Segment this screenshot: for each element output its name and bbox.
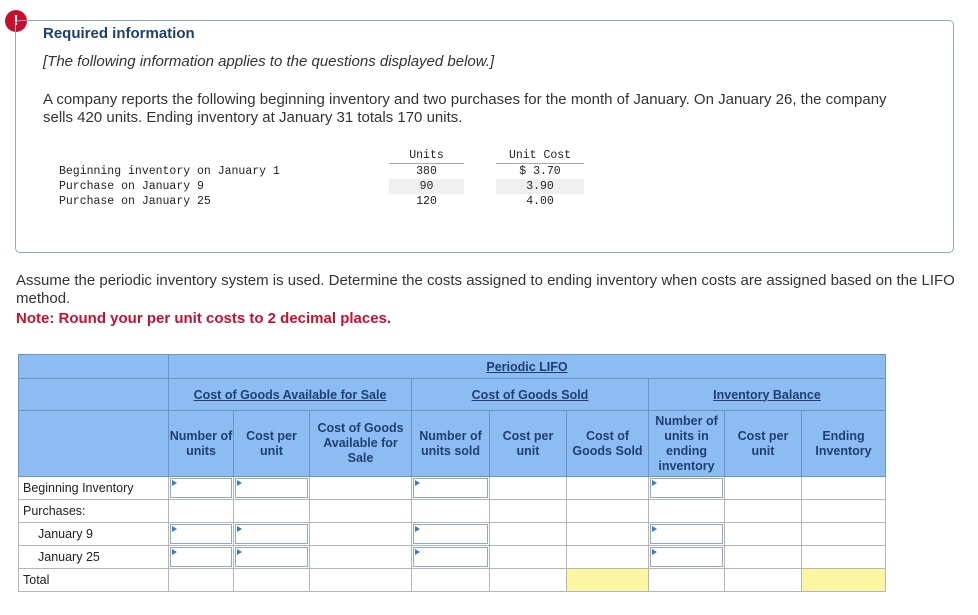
applies-note: [The following information applies to the questions displayed below.] [43, 53, 495, 70]
table-row [19, 569, 886, 592]
beginning-cogs-cell [567, 477, 649, 500]
col-cogs: Cost of Goods Sold [567, 411, 649, 477]
jan25-cogs-cell [567, 546, 649, 569]
beginning-cogs-cost-cell [490, 477, 567, 500]
cogs-group-header: Cost of Goods Sold [412, 379, 649, 411]
inventory-data-table [57, 148, 584, 209]
jan9-cogas-cell [310, 523, 412, 546]
col-cogas: Cost of Goods Available for Sale [310, 411, 412, 477]
col-cogs-cost-per-unit: Cost per unit [490, 411, 567, 477]
total-units-cell [169, 569, 234, 592]
question-text: Assume the periodic inventory system is used. Determine the costs assigned to ending inventory when costs are assigned based on the LIFO method. [16, 272, 955, 307]
jan25-units-input[interactable] [170, 547, 232, 567]
table-row: Beginning inventory on January 1 380 $ 3.70 [59, 164, 561, 178]
worksheet-title: Periodic LIFO [169, 355, 886, 379]
row-label-purchases: Purchases: [19, 500, 169, 523]
col-inv-cost-per-unit: Cost per unit [725, 411, 802, 477]
alert-icon: ! [5, 10, 27, 32]
table-row [19, 523, 886, 546]
table-row [19, 500, 886, 523]
col-cost-per-unit: Cost per unit [234, 411, 310, 477]
problem-description: A company reports the following beginning inventory and two purchases for the month of January. On January 26, the company sells 420 units. Ending inventory at January 31 totals 170 units. [43, 91, 887, 126]
total-units-ending-cell [649, 569, 725, 592]
row-label-beginning: Beginning Inventory [19, 477, 169, 500]
jan25-cogs-cost-cell [490, 546, 567, 569]
required-info-title: Required information [43, 25, 195, 42]
beginning-ending-inv-cell [802, 477, 886, 500]
beginning-inv-cost-cell [725, 477, 802, 500]
beginning-cost-input[interactable] [235, 478, 308, 498]
col-ending-inventory: Ending Inventory [802, 411, 886, 477]
jan9-units-ending-input[interactable] [650, 524, 723, 544]
unit-cost-header: Unit Cost [496, 148, 584, 164]
beginning-units-ending-input[interactable] [650, 478, 723, 498]
jan9-cogs-cost-cell [490, 523, 567, 546]
jan25-units-ending-input[interactable] [650, 547, 723, 567]
col-units-sold: Number of units sold [412, 411, 490, 477]
jan9-ending-inv-cell [802, 523, 886, 546]
jan25-cogas-cell [310, 546, 412, 569]
jan9-units-input[interactable] [170, 524, 232, 544]
table-row [19, 477, 886, 500]
row-label-jan9: January 9 [19, 523, 169, 546]
beginning-units-sold-input[interactable] [413, 478, 488, 498]
jan9-inv-cost-cell [725, 523, 802, 546]
jan25-units-sold-input[interactable] [413, 547, 488, 567]
col-number-of-units: Number of units [169, 411, 234, 477]
units-header: Units [389, 148, 464, 164]
beginning-units-input[interactable] [170, 478, 232, 498]
table-row [19, 546, 886, 569]
jan25-inv-cost-cell [725, 546, 802, 569]
row-label-jan25: January 25 [19, 546, 169, 569]
jan25-ending-inv-cell [802, 546, 886, 569]
jan9-units-sold-input[interactable] [413, 524, 488, 544]
table-row: Purchase on January 9 90 3.90 [57, 179, 584, 194]
total-units-sold-cell [412, 569, 490, 592]
cogas-group-header: Cost of Goods Available for Sale [169, 379, 412, 411]
total-cogas-cell [310, 569, 412, 592]
total-ending-inventory-cell [802, 569, 886, 592]
beginning-cogas-cell [310, 477, 412, 500]
total-cogs-cell [567, 569, 649, 592]
inventory-group-header: Inventory Balance [649, 379, 886, 411]
rounding-note: Note: Round your per unit costs to 2 decimal places. [16, 310, 392, 327]
col-units-ending: Number of units in ending inventory [649, 411, 725, 477]
jan9-cost-input[interactable] [235, 524, 308, 544]
jan9-cogs-cell [567, 523, 649, 546]
jan25-cost-input[interactable] [235, 547, 308, 567]
table-row: Purchase on January 25 120 4.00 [59, 195, 554, 208]
periodic-lifo-worksheet [18, 354, 886, 592]
row-label-total: Total [19, 569, 169, 592]
